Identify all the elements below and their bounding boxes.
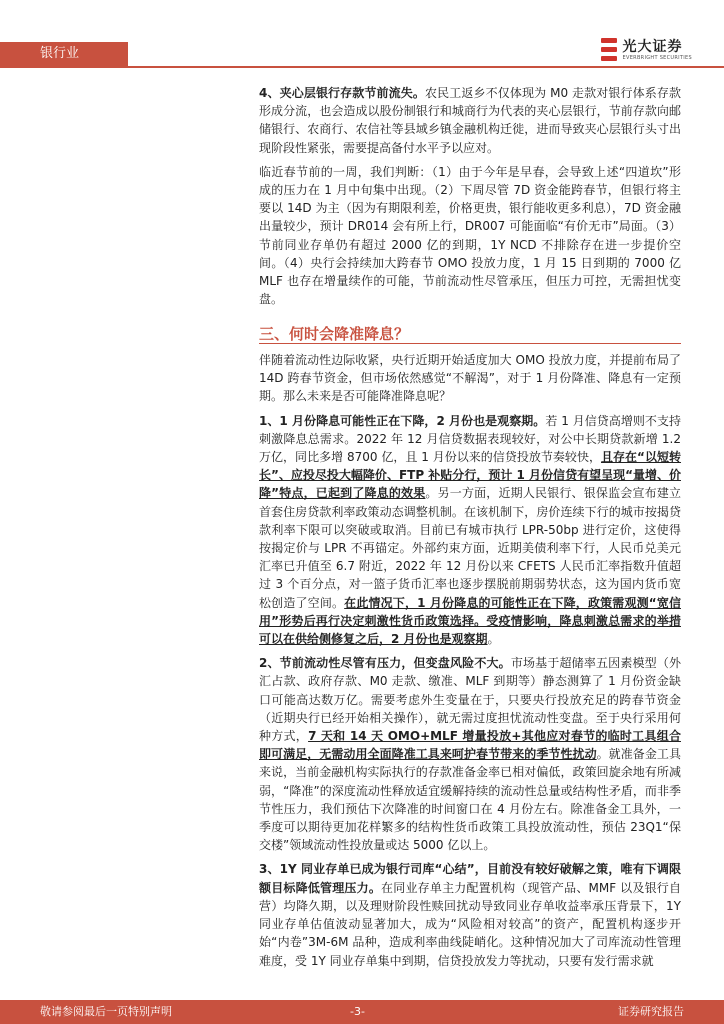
body-lower	[259, 351, 681, 976]
footer-label: 证券研究报告	[618, 1005, 684, 1018]
paragraph-heading: 1、1 月份降息可能性正在下降，2 月份也是观察期。	[259, 413, 546, 428]
paragraph-heading: 3、1Y 同业存单已成为银行司库“心结”，目前没有较好破解之策，唯有下调限额目标降低管理压力。	[259, 862, 681, 895]
section-divider	[259, 343, 681, 344]
header-divider	[0, 66, 724, 68]
paragraph-ncd	[259, 860, 681, 969]
section-title: 三、何时会降准降息？	[259, 325, 410, 343]
paragraph-heading: 4、夹心层银行存款节前流失。	[259, 86, 426, 100]
paragraph-text: 伴随着流动性边际收紧，央行近期开始适度加大 OMO 投放力度，并提前布局了 14D 跨春节资金，但市场依然感觉“不解渴”，对于 1 月份降准、降息有一定预期。那么未来是否可能降准降息呢？	[259, 353, 681, 404]
highlight-text: 且存在“以短转长”、应投尽投大幅降价、FTP 补贴分行，预计 1 月份信贷有望呈现“量增、价降”特点，已起到了降息的效果	[259, 450, 682, 501]
paragraph-text: 农民工返乡不仅体现为 M0 走款对银行体系存款形成分流，也会造成以股份制银行和城商行为代表的夹心层银行，节前存款向邮储银行、农商行、农信社等县域乡镇金融机构迁徙，进而导致夹心层银行头寸出现阶段性紧张，需要提高备付水平予以应对。	[259, 86, 681, 155]
paragraph-text: 。另一方面，近期人民银行、银保监会宣布建立首套住房贷款利率政策动态调整机制。在该机制下，房价连续下行的城市按揭贷款利率下限可以突破或取消。目前已有城市执行 LPR-50bp 进行定价，这使得按揭定价与 LPR 不再锚定。外部约束方面，近期美债利率下行，人民币兑美元汇率已升值至 6.7 附近，2022 年 12 月份以来 CFETS 人民币汇率指数升值超过 3 个百分点，对一篮子货币汇率也逐步摆脱前期弱势状态，这为国内货币宽松创造了空间。	[259, 486, 681, 610]
page-number: -3-	[350, 1005, 365, 1018]
paragraph-interlayer-deposits	[259, 84, 681, 157]
paragraph-heading: 2、节前流动性尽管有压力，但变盘风险不大。	[259, 656, 511, 671]
body-upper	[259, 84, 681, 314]
paragraph-pre-festival-judgement	[259, 163, 681, 309]
logo-name-cn: 光大证券	[622, 38, 683, 55]
highlight-text: 7 天和 14 天 OMO+MLF 增量投放+其他应对春节的临时工具组合即可满足，无需动用全面降准工具来呵护春节带来的季节性扰动	[259, 729, 681, 762]
footer-disclaimer: 敬请参阅最后一页特别声明	[40, 1005, 172, 1018]
paragraph-liquidity-pressure	[259, 654, 681, 854]
paragraph-text: 市场基于超储率五因素模型（外汇占款、政府存款、M0 走款、缴准、MLF 到期等）静态测算了 1 月份资金缺口可能高达数万亿。需要考虑外生变量在于，只要央行投放充足的跨春节资金（近期央行已经开始相关操作），就无需过度担忧流动性变盘。至于央行采用何种方式，	[259, 656, 681, 744]
paragraph-text: 。	[487, 632, 500, 647]
paragraph-rate-cut-outlook	[259, 412, 681, 649]
paragraph-intro	[259, 351, 681, 406]
paragraph-text: 临近春节前的一周，我们判断：（1）由于今年是早春，会导致上述“四道坎”形成的压力在 1 月中旬集中出现。（2）下周尽管 7D 资金能跨春节，但银行将主要以 14D 为主（因为有期限利差，价格更贵，银行能收更多利息），7D 资金融出量较少，预计 DR014 会有所上行，DR007 可能面临“有价无市”局面。（3）节前同业存单仍有超过 2000 亿的到期，1Y NCD 不排除存在进一步提价空间。（4）央行会持续加大跨春节 OMO 投放力度，1 月 15 日到期的 7000 亿 MLF 也存在增量续作的可能，节前流动性尽管承压，但压力可控，无需担忧变盘。	[259, 164, 681, 307]
highlight-text: 在此情况下，1 月份降息的可能性正在下降，政策需观测“宽信用”形势后再行决定刺激性货币政策选择。受疫情影响，降息刺激总需求的举措可以在供给侧修复之后，2 月份也是观察期	[259, 595, 681, 647]
paragraph-text: 。就准备金工具来说，当前金融机构实际执行的存款准备金率已相对偏低，政策回旋余地有所减弱，“降准”的深度流动性释放适宜缓解持续的流动性总量或结构性矛盾，而非季节性压力，我们预估下次降准的时间窗口在 4 月份左右。除准备金工具外，一季度可以期待更加花样繁多的结构性货币政策工具投放流动性，预估 23Q1“保交楼”领域流动性投放量或达 5000 亿以上。	[259, 747, 681, 853]
logo-icon	[601, 38, 617, 62]
company-logo	[601, 38, 692, 62]
paragraph-text: 若 1 月信贷高增则不支持刺激降息总需求。2022 年 12 月信贷数据表现较好，对公中长期贷款新增 1.2 万亿，同比多增 8700 亿，且 1 月份以来的信贷投放节奏较快，	[259, 413, 682, 465]
logo-name-en: EVERBRIGHT SECURITIES	[622, 54, 692, 61]
section-tag: 银行业	[0, 42, 128, 66]
paragraph-text: 在同业存单主力配置机构（现管产品、MMF 以及银行自营）均降久期，以及理财阶段性赎回扰动导致同业存单收益率承压背景下，1Y 同业存单估值波动显著加大，成为“风险相对较高”的资产，配置机构逐步开始“内卷”3M-6M 品种，造成利率曲线陡峭化。这种情况加大了司库流动性管理难度，受 1Y 同业存单集中到期，信贷投放发力等扰动，只要有发行需求就	[259, 880, 681, 968]
footer-bar	[0, 1000, 724, 1024]
